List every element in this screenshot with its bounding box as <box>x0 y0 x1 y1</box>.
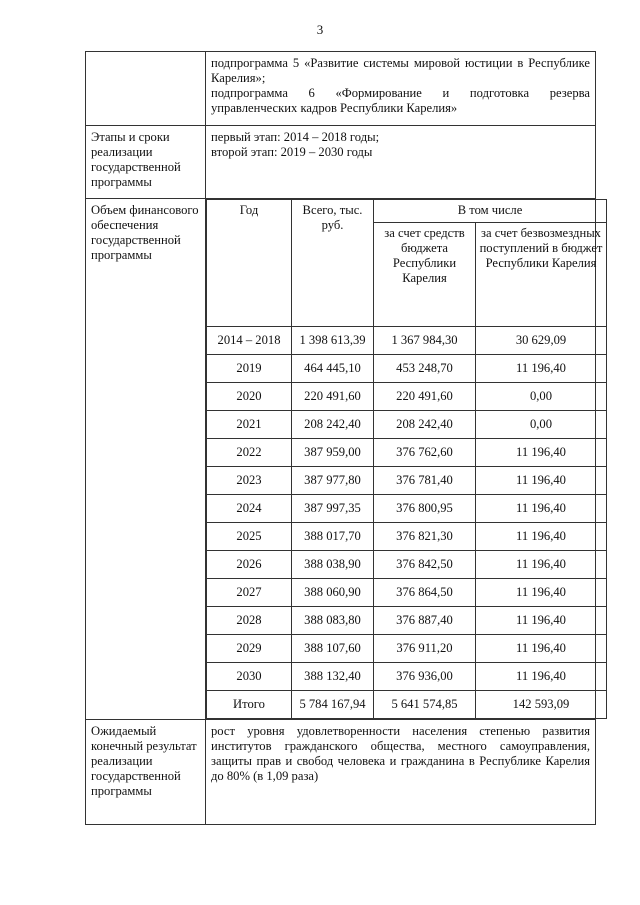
cell-grants: 11 196,40 <box>476 551 607 579</box>
cell-budget: 376 911,20 <box>374 635 476 663</box>
result-text: рост уровня удовлетворенности населения степенью развития институтов гражданского общества, местного самоуправления, защиты прав и свобод человека и гражданина в Республике Карелия до 80% (в 1,09 раза) <box>206 720 596 825</box>
cell-budget: 376 842,50 <box>374 551 476 579</box>
cell-budget: 1 367 984,30 <box>374 327 476 355</box>
cell-year: 2030 <box>207 663 292 691</box>
cell-total: 387 997,35 <box>292 495 374 523</box>
cell-budget: 220 491,60 <box>374 383 476 411</box>
financing-data-row <box>207 467 607 495</box>
subprogram-6-text: подпрограмма 6 «Формирование и подготовка резерва управленческих кадров Республики Карелия» <box>211 86 590 115</box>
cell-year: 2025 <box>207 523 292 551</box>
cell-total: 464 445,10 <box>292 355 374 383</box>
financing-data-row <box>207 495 607 523</box>
cell-year: 2023 <box>207 467 292 495</box>
cell-budget: 376 762,60 <box>374 439 476 467</box>
stage-1-text: первый этап: 2014 – 2018 годы; <box>211 130 380 144</box>
cell-budget: 376 936,00 <box>374 663 476 691</box>
stages-label: Этапы и сроки реализации государственной программы <box>86 126 206 199</box>
financing-header-row <box>207 200 607 223</box>
financing-data-row <box>207 663 607 691</box>
cell-year: 2026 <box>207 551 292 579</box>
cell-grants: 11 196,40 <box>476 579 607 607</box>
cell-total: 388 083,80 <box>292 607 374 635</box>
financing-data-row <box>207 523 607 551</box>
header-including: В том числе <box>374 200 607 223</box>
cell-year: 2019 <box>207 355 292 383</box>
cell-budget: 453 248,70 <box>374 355 476 383</box>
cell-total: 5 784 167,94 <box>292 691 374 719</box>
cell-budget: 376 864,50 <box>374 579 476 607</box>
cell-budget: 5 641 574,85 <box>374 691 476 719</box>
cell-total: 220 491,60 <box>292 383 374 411</box>
cell-grants: 11 196,40 <box>476 355 607 383</box>
subprogram-5-text: подпрограмма 5 «Развитие системы мировой юстиции в Республике Карелия»; <box>211 56 590 85</box>
cell-year: 2028 <box>207 607 292 635</box>
financing-data-row <box>207 607 607 635</box>
header-budget: за счет средств бюджета Республики Карелия <box>374 223 476 327</box>
page-number: 3 <box>316 22 324 37</box>
cell-total: 388 017,70 <box>292 523 374 551</box>
cell-year: Итого <box>207 691 292 719</box>
cell-year: 2029 <box>207 635 292 663</box>
cell-budget: 208 242,40 <box>374 411 476 439</box>
header-grants: за счет безвозмездных поступлений в бюджет Республики Карелия <box>476 223 607 327</box>
cell-grants: 0,00 <box>476 411 607 439</box>
cell-budget: 376 821,30 <box>374 523 476 551</box>
financing-data-row <box>207 439 607 467</box>
cell-grants: 11 196,40 <box>476 663 607 691</box>
financing-data-row <box>207 551 607 579</box>
subprograms-label-cell <box>86 52 206 126</box>
passport-table <box>85 51 603 825</box>
cell-year: 2022 <box>207 439 292 467</box>
stages-cell <box>206 126 596 199</box>
cell-grants: 11 196,40 <box>476 467 607 495</box>
cell-total: 388 132,40 <box>292 663 374 691</box>
cell-year: 2020 <box>207 383 292 411</box>
cell-total: 387 977,80 <box>292 467 374 495</box>
cell-total: 388 038,90 <box>292 551 374 579</box>
financing-data-row <box>207 691 607 719</box>
header-year: Год <box>207 200 292 327</box>
cell-grants: 11 196,40 <box>476 495 607 523</box>
subprograms-row <box>86 52 596 126</box>
financing-data-row <box>207 579 607 607</box>
cell-grants: 11 196,40 <box>476 635 607 663</box>
header-total: Всего, тыс. руб. <box>292 200 374 327</box>
cell-year: 2024 <box>207 495 292 523</box>
cell-grants: 11 196,40 <box>476 607 607 635</box>
subprograms-cell <box>206 52 596 126</box>
cell-total: 1 398 613,39 <box>292 327 374 355</box>
cell-grants: 11 196,40 <box>476 439 607 467</box>
financing-data-row <box>207 327 607 355</box>
cell-total: 388 060,90 <box>292 579 374 607</box>
financing-data-row <box>207 355 607 383</box>
cell-total: 387 959,00 <box>292 439 374 467</box>
cell-grants: 30 629,09 <box>476 327 607 355</box>
cell-year: 2021 <box>207 411 292 439</box>
cell-grants: 11 196,40 <box>476 523 607 551</box>
cell-grants: 142 593,09 <box>476 691 607 719</box>
cell-budget: 376 800,95 <box>374 495 476 523</box>
result-label: Ожидаемый конечный результат реализации государственной программы <box>86 720 206 825</box>
financing-label: Объем финансового обеспечения государственной программы <box>86 199 206 720</box>
result-row <box>86 720 596 825</box>
cell-year: 2027 <box>207 579 292 607</box>
financing-data-row <box>207 383 607 411</box>
stages-row <box>86 126 596 199</box>
stage-2-text: второй этап: 2019 – 2030 годы <box>211 145 373 159</box>
cell-year: 2014 – 2018 <box>207 327 292 355</box>
financing-data-row <box>207 635 607 663</box>
cell-budget: 376 781,40 <box>374 467 476 495</box>
financing-data-row <box>207 411 607 439</box>
financing-row <box>86 199 596 720</box>
cell-budget: 376 887,40 <box>374 607 476 635</box>
financing-table <box>206 199 607 719</box>
cell-total: 208 242,40 <box>292 411 374 439</box>
cell-grants: 0,00 <box>476 383 607 411</box>
cell-total: 388 107,60 <box>292 635 374 663</box>
financing-cell <box>206 199 603 720</box>
